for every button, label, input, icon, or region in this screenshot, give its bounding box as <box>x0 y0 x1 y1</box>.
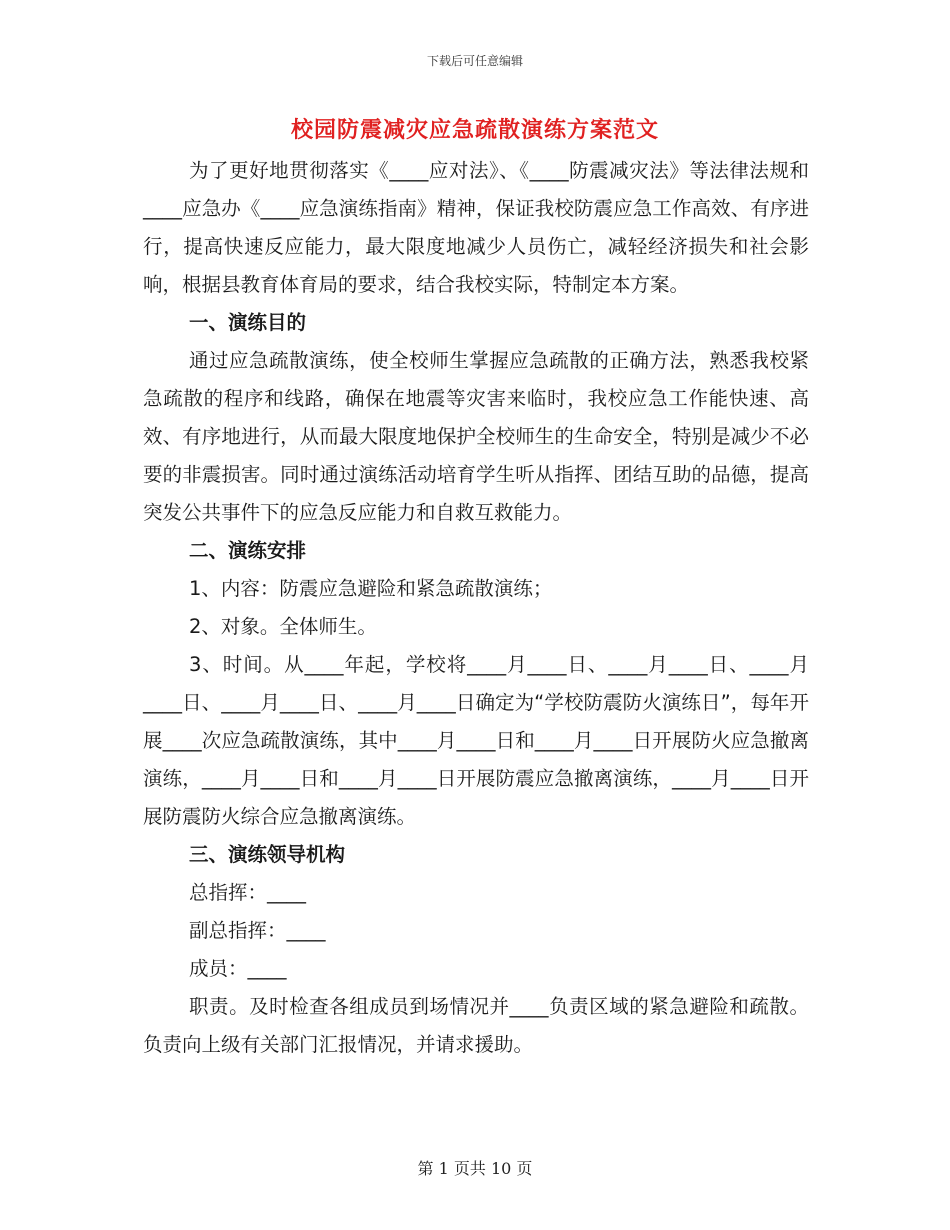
page-footer: 第 1 页共 10 页 <box>417 1159 533 1178</box>
deputy-commander-line: 副总指挥：____ <box>189 919 326 942</box>
document-body <box>143 152 809 1064</box>
section2-item-time: 3、时间。从____年起，学校将____月____日、____月____日、____月____日、____月____日、____月____日确定为“学校防震防火演练日”，每年开展____次应急疏散演练，其中____月____日和____月____日开展防火应急撤离演练，____月____日和____月____日开展防震应急撤离演练，____月____日开展防震防火综合应急撤离演练。 <box>143 653 809 828</box>
intro-paragraph: 为了更好地贯彻落实《____应对法》、《____防震减灾法》等法律法规和____应急办《____应急演练指南》精神，保证我校防震应急工作高效、有序进行，提高快速反应能力，最大限度地减少人员伤亡，减轻经济损失和社会影响，根据县教育体育局的要求，结合我校实际，特制定本方案。 <box>143 159 809 296</box>
document-title: 校园防震减灾应急疏散演练方案范文 <box>290 118 659 143</box>
section2-item-target: 2、对象。全体师生。 <box>189 615 377 638</box>
section2-heading: 二、演练安排 <box>189 539 307 562</box>
duty-paragraph: 职责。及时检查各组成员到场情况并____负责区域的紧急避险和疏散。负责向上级有关部门汇报情况，并请求援助。 <box>143 995 809 1056</box>
section3-heading: 三、演练领导机构 <box>189 843 346 866</box>
section1-heading: 一、演练目的 <box>189 311 307 334</box>
commander-line: 总指挥：____ <box>189 881 307 904</box>
page-header: 下载后可任意编辑 <box>426 54 523 68</box>
section2-item-content: 1、内容：防震应急避险和紧急疏散演练； <box>189 577 553 600</box>
section1-paragraph: 通过应急疏散演练，使全校师生掌握应急疏散的正确方法，熟悉我校紧急疏散的程序和线路，确保在地震等灾害来临时，我校应急工作能快速、高效、有序地进行，从而最大限度地保护全校师生的生命安全，特别是减少不必要的非震损害。同时通过演练活动培育学生听从指挥、团结互助的品德，提高突发公共事件下的应急反应能力和自救互救能力。 <box>143 349 809 524</box>
members-line: 成员：____ <box>189 957 287 980</box>
